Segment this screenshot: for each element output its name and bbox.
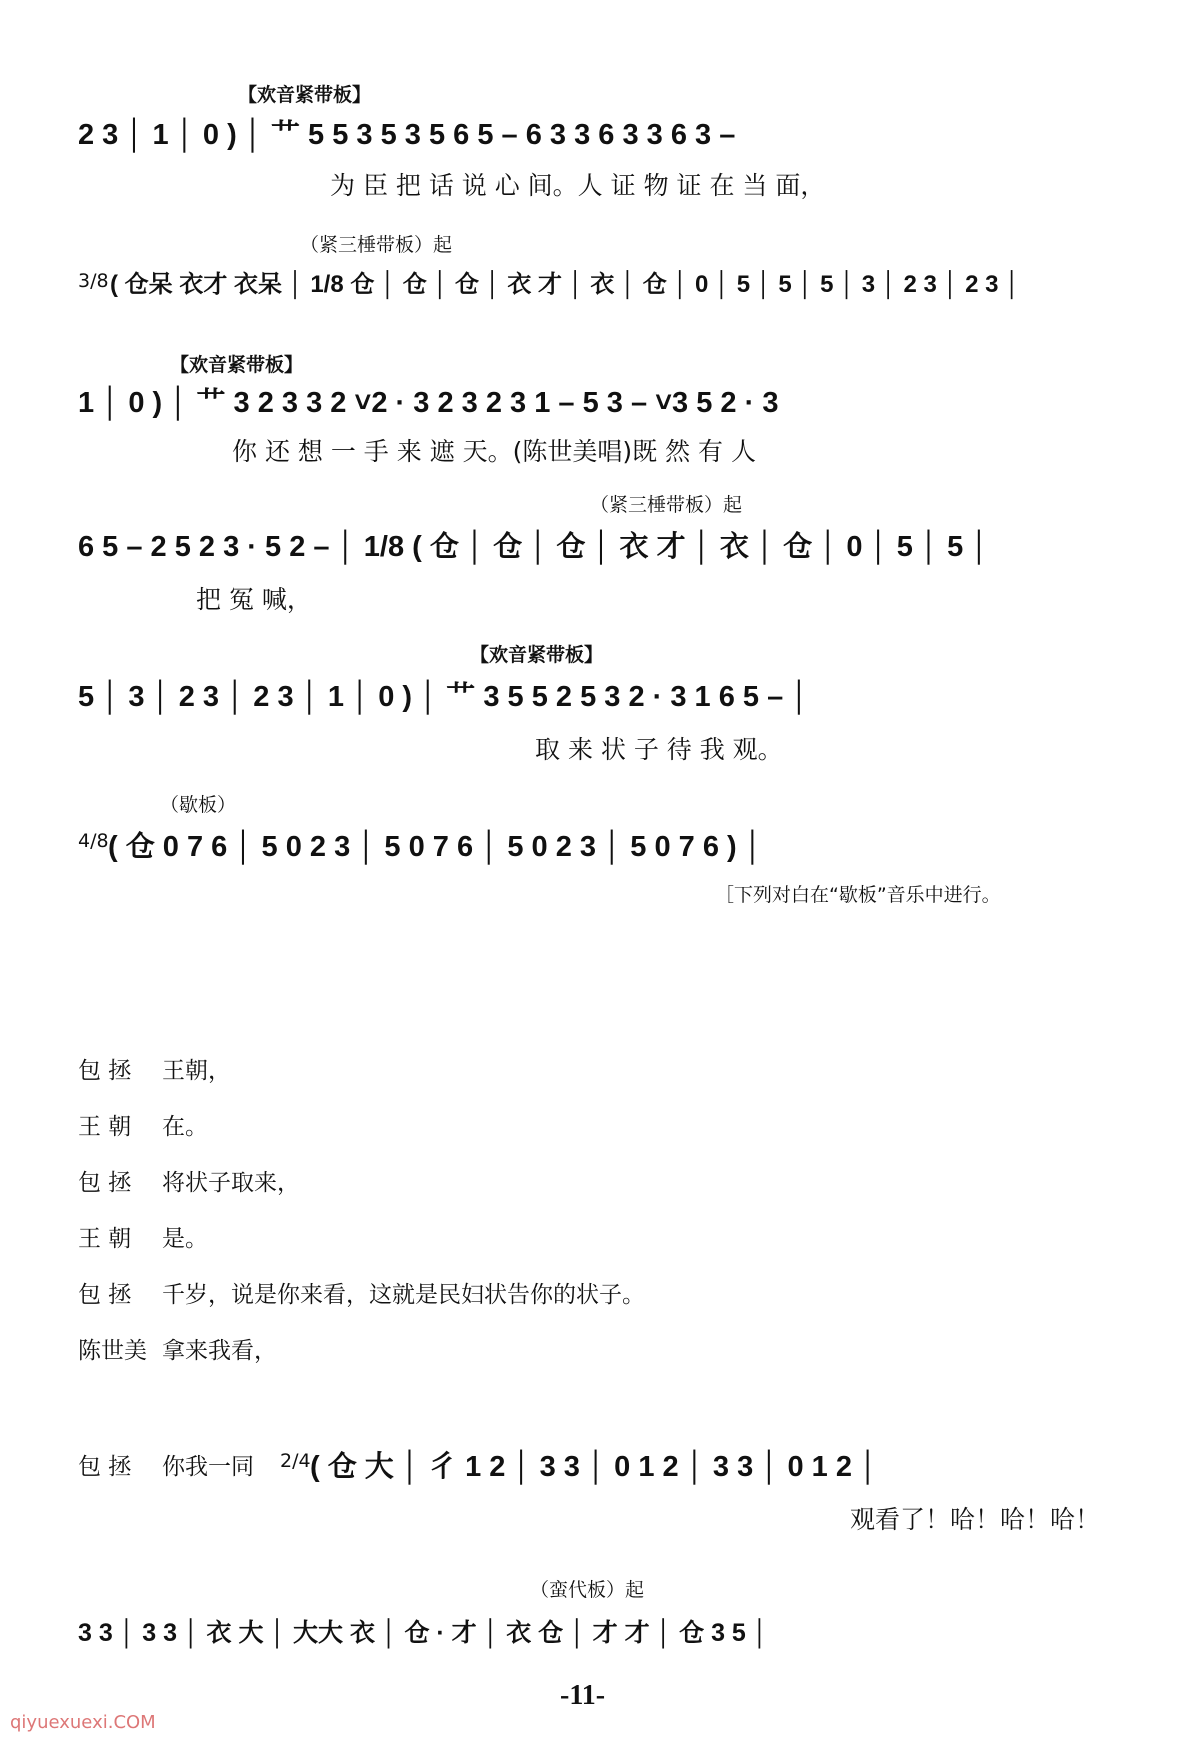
row-label: 【欢音紧带板】: [238, 84, 372, 106]
speaker: 陈世美: [78, 1338, 147, 1364]
dialogue-line: [78, 1052, 231, 1085]
time-signature: 4/8: [78, 830, 109, 852]
line-text: 千岁，说是你来看，这就是民妇状告你的状子。: [162, 1282, 645, 1308]
lyrics: 为 臣 把 话 说 心 间。人 证 物 证 在 当 面，: [330, 171, 826, 200]
notation: ( 仓 0 7 6 │ 5 0 2 3 │ 5 0 7 6 │ 5 0 2 3 │ 5 0 7 6 ) │: [108, 831, 763, 863]
line-text: 将状子取来，: [162, 1170, 300, 1196]
lyrics: 观看了！哈！哈！哈！: [850, 1505, 1101, 1534]
speaker: 包 拯: [78, 1282, 132, 1308]
line-text: 王朝，: [162, 1058, 231, 1084]
notation: 3 3 │ 3 3 │ 衣 大 │ 大大 衣 │ 仓 · 才 │ 衣 仓 │ 才 才 │ 仓 3 5 │: [78, 1619, 769, 1647]
row-label: （蛮代板）起: [530, 1579, 645, 1601]
row-label: 【欢音紧带板】: [170, 354, 304, 376]
notation: ( 仓呆 衣才 衣呆 │ 1/8 仓 │ 仓 │ 仓 │ 衣 才 │ 衣 │ 仓 │ 0 │ 5 │ 5 │ 5 │ 3 │ 2 3 │ 2 3 │: [110, 271, 1021, 298]
speaker: 王 朝: [78, 1226, 132, 1252]
notation: ( 仓 大 │ 彳 1 2 │ 3 3 │ 0 1 2 │ 3 3 │ 0 1 2 │: [310, 1451, 879, 1483]
watermark-text: qiyuexuexi.COM: [10, 1712, 156, 1733]
dialogue-note: ［下列对白在“歇板”音乐中进行。: [715, 884, 1001, 906]
lyrics: 把 冤 喊，: [196, 585, 312, 614]
dialogue-line: [78, 1276, 645, 1309]
line-text: 拿来我看，: [162, 1338, 277, 1364]
lyrics: 你 还 想 一 手 来 遮 天。(陈世美唱)既 然 有 人: [232, 437, 756, 466]
notation: 2 3 │ 1 │ 0 ) │ 艹 5 5 3 5 3 5 6 5 – 6 3 3 6 3 3 6 3 –: [78, 119, 736, 151]
line-text: 在。: [162, 1114, 208, 1140]
speaker: 包 拯: [78, 1454, 132, 1480]
time-signature: 3/8: [78, 270, 109, 292]
notation: 6 5 – 2 5 2 3 · 5 2 – │ 1/8 ( 仓 │ 仓 │ 仓 │ 衣 才 │ 衣 │ 仓 │ 0 │ 5 │ 5 │: [78, 531, 990, 563]
dialogue-line: [78, 1220, 208, 1253]
line-text: 你我一同: [162, 1454, 254, 1480]
row-label: （紧三棰带板）起: [590, 494, 743, 516]
notation: 1 │ 0 ) │ 艹 3 2 3 3 2 ˅2 · 3 2 3 2 3 1 – 5 3 – ˅3 5 2 · 3: [78, 387, 779, 419]
speaker: 包 拯: [78, 1170, 132, 1196]
speaker: 包 拯: [78, 1058, 132, 1084]
dialogue-line: [78, 1108, 208, 1141]
row-label: 【欢音紧带板】: [470, 644, 604, 666]
page-number: -11-: [560, 1680, 606, 1711]
row-label: （紧三棰带板）起: [300, 234, 453, 256]
speaker: 王 朝: [78, 1114, 132, 1140]
dialogue-line: [78, 1164, 300, 1197]
line-text: 是。: [162, 1226, 208, 1252]
dialogue-line: [78, 1332, 277, 1365]
lyrics: 取 来 状 子 待 我 观。: [535, 735, 783, 764]
speaker-line: [78, 1448, 254, 1481]
time-signature: 2/4: [280, 1450, 311, 1472]
notation: 5 │ 3 │ 2 3 │ 2 3 │ 1 │ 0 ) │ 艹 3 5 5 2 5 3 2 · 3 1 6 5 – │: [78, 681, 810, 713]
row-label: （歇板）: [160, 794, 237, 816]
